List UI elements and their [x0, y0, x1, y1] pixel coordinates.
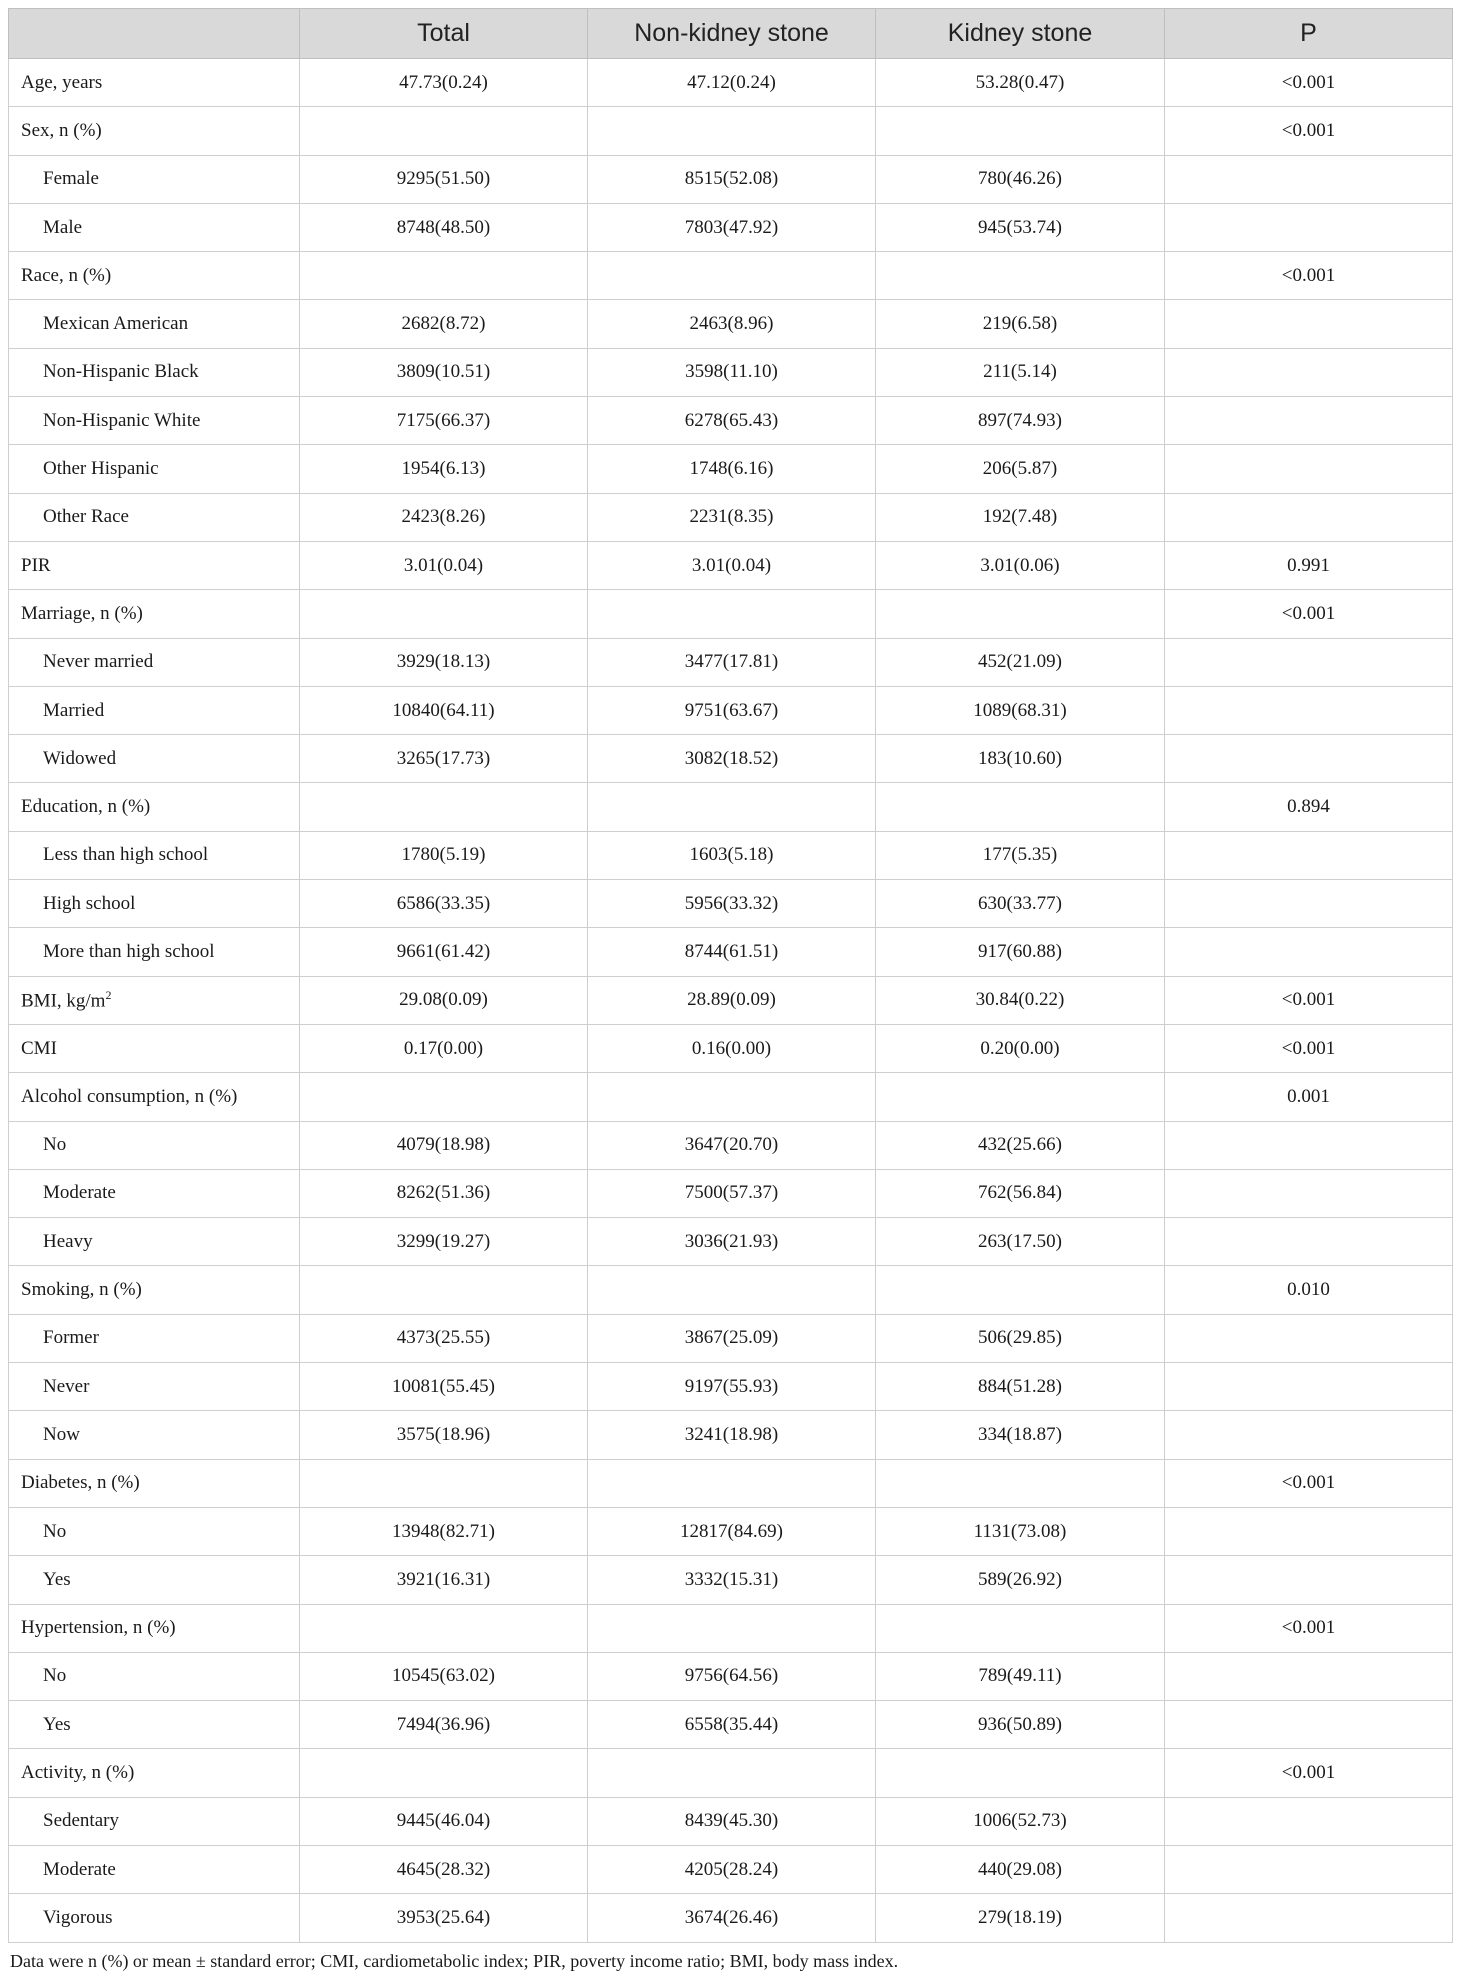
- cell-p-value: <0.001: [1165, 59, 1453, 107]
- row-label: [9, 1314, 300, 1362]
- row-label-text: Alcohol consumption, n (%): [21, 1085, 238, 1107]
- cell-p-value: [1165, 155, 1453, 203]
- cell-p-value: <0.001: [1165, 1459, 1453, 1507]
- table-row: [9, 1073, 1453, 1121]
- cell-non-kidney-stone: 9756(64.56): [588, 1652, 876, 1700]
- table-row: [9, 1266, 1453, 1314]
- header-row: [9, 9, 1453, 59]
- cell-total: 3299(19.27): [300, 1218, 588, 1266]
- table-row: [9, 1218, 1453, 1266]
- row-label: [9, 397, 300, 445]
- row-label-text: No: [43, 1520, 67, 1542]
- table-row: [9, 155, 1453, 203]
- row-label-text: Sedentary: [43, 1810, 119, 1832]
- row-label-text: High school: [43, 892, 136, 914]
- cell-p-value: 0.001: [1165, 1073, 1453, 1121]
- row-label-text: Male: [43, 216, 83, 238]
- cell-kidney-stone: [876, 1459, 1165, 1507]
- row-label-text: Non-Hispanic White: [43, 409, 201, 431]
- cell-kidney-stone: 3.01(0.06): [876, 541, 1165, 589]
- cell-non-kidney-stone: 3674(26.46): [588, 1894, 876, 1942]
- cell-non-kidney-stone: 2463(8.96): [588, 300, 876, 348]
- cell-p-value: [1165, 1507, 1453, 1555]
- table-row: [9, 1701, 1453, 1749]
- cell-kidney-stone: [876, 1604, 1165, 1652]
- cell-non-kidney-stone: [588, 590, 876, 638]
- cell-total: 3265(17.73): [300, 735, 588, 783]
- cell-total: [300, 1073, 588, 1121]
- cell-total: 9445(46.04): [300, 1797, 588, 1845]
- row-label-text: Widowed: [43, 747, 117, 769]
- cell-non-kidney-stone: 3598(11.10): [588, 348, 876, 396]
- row-label: [9, 59, 300, 107]
- cell-non-kidney-stone: 3.01(0.04): [588, 541, 876, 589]
- table-row: [9, 397, 1453, 445]
- cell-non-kidney-stone: 3477(17.81): [588, 638, 876, 686]
- row-label-text: Yes: [43, 1713, 71, 1735]
- row-label: [9, 1749, 300, 1797]
- cell-non-kidney-stone: 7500(57.37): [588, 1169, 876, 1217]
- row-label: [9, 493, 300, 541]
- cell-kidney-stone: 780(46.26): [876, 155, 1165, 203]
- cell-p-value: [1165, 493, 1453, 541]
- row-label-text: Less than high school: [43, 844, 209, 866]
- row-label-text: No: [43, 1134, 67, 1156]
- header-variable: [9, 9, 300, 59]
- cell-total: 13948(82.71): [300, 1507, 588, 1555]
- table-row: [9, 203, 1453, 251]
- row-label: [9, 1604, 300, 1652]
- header-kidney-stone: Kidney stone: [876, 9, 1165, 59]
- cell-p-value: [1165, 1556, 1453, 1604]
- cell-total: 0.17(0.00): [300, 1024, 588, 1072]
- cell-non-kidney-stone: [588, 1073, 876, 1121]
- cell-non-kidney-stone: 3867(25.09): [588, 1314, 876, 1362]
- cell-p-value: [1165, 300, 1453, 348]
- cell-total: [300, 1459, 588, 1507]
- header-p-value: P: [1165, 9, 1453, 59]
- table-footnote: Data were n (%) or mean ± standard error; CMI, cardiometabolic index; PIR, poverty income ratio; BMI, body mass index.: [10, 1950, 899, 1971]
- header-total: Total: [300, 9, 588, 59]
- table-row: [9, 976, 1453, 1024]
- table-row: [9, 1556, 1453, 1604]
- cell-p-value: [1165, 1652, 1453, 1700]
- cell-non-kidney-stone: [588, 783, 876, 831]
- cell-kidney-stone: 211(5.14): [876, 348, 1165, 396]
- cell-p-value: [1165, 1894, 1453, 1942]
- cell-p-value: [1165, 397, 1453, 445]
- cell-kidney-stone: 192(7.48): [876, 493, 1165, 541]
- row-label-text: More than high school: [43, 940, 215, 962]
- cell-non-kidney-stone: [588, 1604, 876, 1652]
- table-row: [9, 831, 1453, 879]
- row-label-text: Heavy: [43, 1230, 93, 1252]
- row-label-text: No: [43, 1665, 67, 1687]
- cell-p-value: 0.991: [1165, 541, 1453, 589]
- row-label: [9, 203, 300, 251]
- table-row: [9, 783, 1453, 831]
- cell-non-kidney-stone: 6278(65.43): [588, 397, 876, 445]
- row-label-text: Diabetes, n (%): [21, 1472, 140, 1494]
- cell-p-value: [1165, 686, 1453, 734]
- cell-kidney-stone: 945(53.74): [876, 203, 1165, 251]
- cell-p-value: [1165, 1169, 1453, 1217]
- cell-total: 10840(64.11): [300, 686, 588, 734]
- cell-non-kidney-stone: [588, 107, 876, 155]
- row-label: [9, 1073, 300, 1121]
- cell-non-kidney-stone: 3241(18.98): [588, 1411, 876, 1459]
- row-label-text: Smoking, n (%): [21, 1279, 142, 1301]
- table-row: [9, 1507, 1453, 1555]
- table-row: [9, 107, 1453, 155]
- table-row: [9, 1652, 1453, 1700]
- cell-non-kidney-stone: 1748(6.16): [588, 445, 876, 493]
- cell-kidney-stone: 789(49.11): [876, 1652, 1165, 1700]
- cell-kidney-stone: 762(56.84): [876, 1169, 1165, 1217]
- cell-total: [300, 1604, 588, 1652]
- row-label-text: Other Hispanic: [43, 458, 159, 480]
- cell-non-kidney-stone: 3647(20.70): [588, 1121, 876, 1169]
- cell-non-kidney-stone: 47.12(0.24): [588, 59, 876, 107]
- row-label: [9, 783, 300, 831]
- table-row: [9, 1411, 1453, 1459]
- cell-non-kidney-stone: [588, 1459, 876, 1507]
- cell-kidney-stone: 53.28(0.47): [876, 59, 1165, 107]
- cell-p-value: [1165, 1218, 1453, 1266]
- cell-p-value: [1165, 831, 1453, 879]
- row-label: [9, 638, 300, 686]
- cell-total: 7175(66.37): [300, 397, 588, 445]
- cell-non-kidney-stone: 0.16(0.00): [588, 1024, 876, 1072]
- cell-non-kidney-stone: 8744(61.51): [588, 928, 876, 976]
- row-label: [9, 541, 300, 589]
- cell-p-value: <0.001: [1165, 590, 1453, 638]
- cell-non-kidney-stone: 8515(52.08): [588, 155, 876, 203]
- table-row: [9, 1749, 1453, 1797]
- table-row: [9, 1024, 1453, 1072]
- cell-total: 8748(48.50): [300, 203, 588, 251]
- cell-total: 3921(16.31): [300, 1556, 588, 1604]
- row-label: [9, 686, 300, 734]
- row-label: [9, 155, 300, 203]
- cell-p-value: [1165, 1845, 1453, 1893]
- cell-kidney-stone: 506(29.85): [876, 1314, 1165, 1362]
- cell-total: 1954(6.13): [300, 445, 588, 493]
- cell-kidney-stone: [876, 1073, 1165, 1121]
- cell-kidney-stone: [876, 590, 1165, 638]
- cell-total: [300, 783, 588, 831]
- cell-non-kidney-stone: 9751(63.67): [588, 686, 876, 734]
- table-row: [9, 1169, 1453, 1217]
- cell-non-kidney-stone: 5956(33.32): [588, 880, 876, 928]
- row-label: [9, 928, 300, 976]
- cell-non-kidney-stone: 2231(8.35): [588, 493, 876, 541]
- cell-total: 8262(51.36): [300, 1169, 588, 1217]
- cell-kidney-stone: 0.20(0.00): [876, 1024, 1165, 1072]
- cell-non-kidney-stone: 6558(35.44): [588, 1701, 876, 1749]
- cell-p-value: [1165, 638, 1453, 686]
- row-label-text: Never: [43, 1375, 90, 1397]
- cell-total: 9295(51.50): [300, 155, 588, 203]
- cell-kidney-stone: 177(5.35): [876, 831, 1165, 879]
- row-label-text: PIR: [21, 554, 51, 576]
- cell-p-value: [1165, 928, 1453, 976]
- table-row: [9, 638, 1453, 686]
- cell-total: [300, 1749, 588, 1797]
- cell-kidney-stone: 630(33.77): [876, 880, 1165, 928]
- cell-non-kidney-stone: 12817(84.69): [588, 1507, 876, 1555]
- cell-kidney-stone: [876, 1266, 1165, 1314]
- row-label: [9, 1701, 300, 1749]
- cell-p-value: [1165, 1411, 1453, 1459]
- row-label: [9, 1652, 300, 1700]
- row-label-text: Non-Hispanic Black: [43, 361, 199, 383]
- table-body: [9, 59, 1453, 1943]
- table-row: [9, 1604, 1453, 1652]
- cell-p-value: <0.001: [1165, 1604, 1453, 1652]
- row-label: [9, 1459, 300, 1507]
- row-label-text: BMI, kg/m: [21, 990, 106, 1012]
- cell-total: [300, 252, 588, 300]
- row-label: [9, 1121, 300, 1169]
- row-label: [9, 1266, 300, 1314]
- cell-kidney-stone: 884(51.28): [876, 1363, 1165, 1411]
- table-row: [9, 541, 1453, 589]
- row-label: [9, 1169, 300, 1217]
- row-label-text: Yes: [43, 1568, 71, 1590]
- row-label: [9, 1411, 300, 1459]
- cell-p-value: [1165, 1314, 1453, 1362]
- row-label-text: CMI: [21, 1037, 57, 1059]
- cell-total: 29.08(0.09): [300, 976, 588, 1024]
- row-label-text: Activity, n (%): [21, 1762, 135, 1784]
- row-label-text: Hypertension, n (%): [21, 1617, 176, 1639]
- table-row: [9, 493, 1453, 541]
- table-row: [9, 590, 1453, 638]
- cell-total: 7494(36.96): [300, 1701, 588, 1749]
- cell-p-value: [1165, 880, 1453, 928]
- cell-p-value: [1165, 735, 1453, 783]
- cell-p-value: [1165, 1797, 1453, 1845]
- row-label: [9, 831, 300, 879]
- row-label: [9, 252, 300, 300]
- cell-kidney-stone: 589(26.92): [876, 1556, 1165, 1604]
- cell-total: 10545(63.02): [300, 1652, 588, 1700]
- row-label: [9, 1845, 300, 1893]
- cell-kidney-stone: [876, 107, 1165, 155]
- cell-total: 3809(10.51): [300, 348, 588, 396]
- table-row: [9, 1894, 1453, 1942]
- cell-non-kidney-stone: 9197(55.93): [588, 1363, 876, 1411]
- row-label: [9, 1024, 300, 1072]
- cell-total: 4079(18.98): [300, 1121, 588, 1169]
- cell-kidney-stone: 1131(73.08): [876, 1507, 1165, 1555]
- row-label: [9, 880, 300, 928]
- cell-total: 3.01(0.04): [300, 541, 588, 589]
- superscript: 2: [105, 988, 112, 1003]
- table-row: [9, 1797, 1453, 1845]
- row-label: [9, 976, 300, 1024]
- cell-non-kidney-stone: [588, 252, 876, 300]
- table-row: [9, 735, 1453, 783]
- cell-p-value: 0.010: [1165, 1266, 1453, 1314]
- row-label: [9, 445, 300, 493]
- table-row: [9, 1121, 1453, 1169]
- cell-p-value: [1165, 445, 1453, 493]
- cell-total: 4645(28.32): [300, 1845, 588, 1893]
- cell-p-value: 0.894: [1165, 783, 1453, 831]
- cell-p-value: [1165, 1363, 1453, 1411]
- cell-kidney-stone: 936(50.89): [876, 1701, 1165, 1749]
- cell-p-value: <0.001: [1165, 1024, 1453, 1072]
- table-row: [9, 445, 1453, 493]
- row-label: [9, 300, 300, 348]
- row-label-text: Moderate: [43, 1182, 116, 1204]
- table-row: [9, 928, 1453, 976]
- row-label-text: Vigorous: [43, 1906, 113, 1928]
- cell-total: 3953(25.64): [300, 1894, 588, 1942]
- row-label: [9, 1894, 300, 1942]
- row-label-text: Age, years: [21, 71, 103, 93]
- row-label: [9, 735, 300, 783]
- cell-p-value: <0.001: [1165, 976, 1453, 1024]
- cell-p-value: <0.001: [1165, 252, 1453, 300]
- cell-total: [300, 590, 588, 638]
- cell-non-kidney-stone: 4205(28.24): [588, 1845, 876, 1893]
- cell-non-kidney-stone: 3082(18.52): [588, 735, 876, 783]
- table-row: [9, 348, 1453, 396]
- cell-non-kidney-stone: [588, 1266, 876, 1314]
- cell-non-kidney-stone: 3332(15.31): [588, 1556, 876, 1604]
- baseline-characteristics-table: [8, 8, 1453, 1943]
- table-row: [9, 1363, 1453, 1411]
- cell-non-kidney-stone: 28.89(0.09): [588, 976, 876, 1024]
- row-label: [9, 1507, 300, 1555]
- cell-non-kidney-stone: [588, 1749, 876, 1797]
- row-label-text: Other Race: [43, 506, 129, 528]
- cell-kidney-stone: 452(21.09): [876, 638, 1165, 686]
- cell-kidney-stone: 219(6.58): [876, 300, 1165, 348]
- cell-kidney-stone: 183(10.60): [876, 735, 1165, 783]
- cell-kidney-stone: 1089(68.31): [876, 686, 1165, 734]
- row-label-text: Former: [43, 1327, 99, 1349]
- row-label: [9, 1363, 300, 1411]
- row-label: [9, 1218, 300, 1266]
- cell-total: [300, 107, 588, 155]
- cell-total: 3575(18.96): [300, 1411, 588, 1459]
- row-label-text: Marriage, n (%): [21, 602, 143, 624]
- row-label: [9, 348, 300, 396]
- row-label-text: Married: [43, 699, 105, 721]
- cell-kidney-stone: 432(25.66): [876, 1121, 1165, 1169]
- row-label-text: Race, n (%): [21, 264, 112, 286]
- cell-non-kidney-stone: 3036(21.93): [588, 1218, 876, 1266]
- row-label: [9, 1797, 300, 1845]
- cell-kidney-stone: 279(18.19): [876, 1894, 1165, 1942]
- cell-kidney-stone: 263(17.50): [876, 1218, 1165, 1266]
- cell-kidney-stone: 1006(52.73): [876, 1797, 1165, 1845]
- cell-non-kidney-stone: 1603(5.18): [588, 831, 876, 879]
- cell-kidney-stone: 334(18.87): [876, 1411, 1165, 1459]
- table-row: [9, 1314, 1453, 1362]
- cell-p-value: [1165, 203, 1453, 251]
- row-label: [9, 1556, 300, 1604]
- cell-kidney-stone: [876, 783, 1165, 831]
- cell-kidney-stone: 897(74.93): [876, 397, 1165, 445]
- table-row: [9, 300, 1453, 348]
- row-label: [9, 590, 300, 638]
- cell-total: 2682(8.72): [300, 300, 588, 348]
- cell-p-value: <0.001: [1165, 107, 1453, 155]
- cell-p-value: [1165, 1121, 1453, 1169]
- table-row: [9, 1845, 1453, 1893]
- cell-total: 1780(5.19): [300, 831, 588, 879]
- cell-kidney-stone: [876, 252, 1165, 300]
- header-non-kidney-stone: Non-kidney stone: [588, 9, 876, 59]
- cell-p-value: [1165, 348, 1453, 396]
- table-row: [9, 686, 1453, 734]
- row-label-text: Never married: [43, 651, 154, 673]
- cell-kidney-stone: 30.84(0.22): [876, 976, 1165, 1024]
- cell-kidney-stone: 440(29.08): [876, 1845, 1165, 1893]
- cell-kidney-stone: 206(5.87): [876, 445, 1165, 493]
- cell-total: 6586(33.35): [300, 880, 588, 928]
- row-label-text: Mexican American: [43, 313, 189, 335]
- row-label-text: Now: [43, 1423, 80, 1445]
- cell-non-kidney-stone: 8439(45.30): [588, 1797, 876, 1845]
- row-label-text: Sex, n (%): [21, 119, 102, 141]
- row-label-text: Female: [43, 168, 99, 190]
- cell-p-value: [1165, 1701, 1453, 1749]
- cell-total: [300, 1266, 588, 1314]
- row-label-text: Moderate: [43, 1858, 116, 1880]
- table-row: [9, 1459, 1453, 1507]
- table-container: [8, 8, 1452, 1972]
- cell-p-value: <0.001: [1165, 1749, 1453, 1797]
- cell-total: 10081(55.45): [300, 1363, 588, 1411]
- table-row: [9, 880, 1453, 928]
- cell-non-kidney-stone: 7803(47.92): [588, 203, 876, 251]
- cell-kidney-stone: 917(60.88): [876, 928, 1165, 976]
- cell-total: 9661(61.42): [300, 928, 588, 976]
- cell-kidney-stone: [876, 1749, 1165, 1797]
- table-row: [9, 252, 1453, 300]
- cell-total: 47.73(0.24): [300, 59, 588, 107]
- cell-total: 2423(8.26): [300, 493, 588, 541]
- table-row: [9, 59, 1453, 107]
- cell-total: 3929(18.13): [300, 638, 588, 686]
- cell-total: 4373(25.55): [300, 1314, 588, 1362]
- row-label-text: Education, n (%): [21, 796, 151, 818]
- row-label: [9, 107, 300, 155]
